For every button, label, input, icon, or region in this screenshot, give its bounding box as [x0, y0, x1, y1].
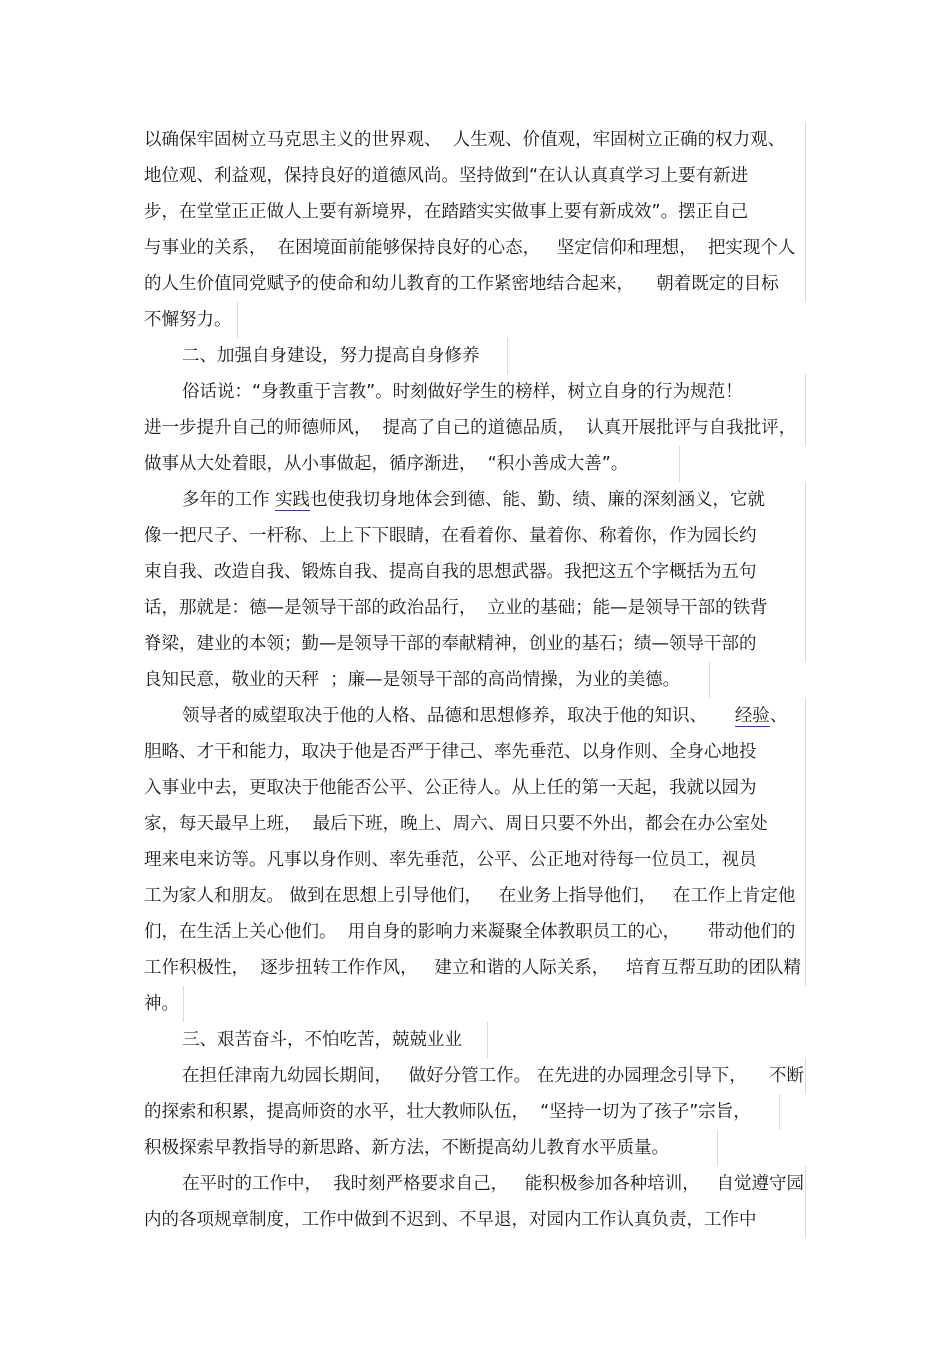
text-line: 工为家人和朋友。 做到在思想上引导他们， 在业务上指导他们， 在工作上肯定他 — [144, 878, 806, 914]
text-line: 胆略、才干和能力，取决于他是否严于律己、率先垂范、以身作则、全身心地投 — [144, 734, 806, 770]
text-line: 话，那就是：德—是领导干部的政治品行， 立业的基础；能—是领导干部的铁背 — [144, 590, 806, 626]
text-line: 不懈努力。 — [144, 302, 238, 338]
text-line: 的探索和积累，提高师资的水平，壮大教师队伍， “坚持一切为了孩子”宗旨， — [144, 1094, 780, 1130]
text-line: 内的各项规章制度，工作中做到不迟到、不早退，对园内工作认真负责，工作中 — [144, 1202, 806, 1238]
text-segment: 领导者的威望取决于他的人格、品德和思想修养，取决于他的知识、 — [182, 706, 735, 726]
text-line: 的人生价值同党赋予的使命和幼儿教育的工作紧密地结合起来， 朝着既定的目标 — [144, 266, 806, 302]
text-line: 家，每天最早上班， 最后下班，晚上、周六、周日只要不外出，都会在办公室处 — [144, 806, 806, 842]
text-line: 以确保牢固树立马克思主义的世界观、 人生观、价值观，牢固树立正确的权力观、 — [144, 122, 806, 158]
text-line: 神。 — [144, 986, 184, 1022]
text-line: 进一步提升自己的师德师风， 提高了自己的道德品质， 认真开展批评与自我批评， — [144, 410, 806, 446]
practice-link[interactable]: 实践 — [275, 490, 311, 510]
text-line: 工作积极性， 逐步扭转工作作风， 建立和谐的人际关系， 培育互帮互助的团队精 — [144, 950, 806, 986]
text-line: 良知民意，敬业的天秤 ；廉—是领导干部的高尚情操，为业的美德。 — [144, 662, 710, 698]
text-line: 在担任津南九幼园长期间， 做好分管工作。 在先进的办园理念引导下， 不断 — [182, 1058, 806, 1094]
text-line — [182, 698, 806, 734]
text-segment: 、 — [769, 706, 788, 726]
text-line: 与事业的关系， 在困境面前能够保持良好的心态， 坚定信仰和理想， 把实现个人 — [144, 230, 806, 266]
text-line: 俗话说：“身教重于言教”。时刻做好学生的榜样，树立自身的行为规范！ — [182, 374, 806, 410]
text-line: 地位观、利益观，保持良好的道德风尚。坚持做到“在认认真真学习上要有新进 — [144, 158, 806, 194]
text-line: 理来电来访等。凡事以身作则、率先垂范，公平、公正地对待每一位员工，视员 — [144, 842, 806, 878]
text-line: 们，在生活上关心他们。 用自身的影响力来凝聚全体教职员工的心， 带动他们的 — [144, 914, 806, 950]
text-line: 积极探索早教指导的新思路、新方法，不断提高幼儿教育水平质量。 — [144, 1130, 718, 1166]
text-line: 入事业中去，更取决于他能否公平、公正待人。从上任的第一天起，我就以园为 — [144, 770, 806, 806]
text-line: 脊梁，建业的本领；勤—是领导干部的奉献精神，创业的基石；绩—领导干部的 — [144, 626, 806, 662]
text-line: 做事从大处着眼，从小事做起，循序渐进， “积小善成大善”。 — [144, 446, 680, 482]
text-segment: 也使我切身地体会到德、能、勤、绩、廉的深刻涵义，它就 — [310, 490, 766, 510]
text-line: 束自我、改造自我、锻炼自我、提高自我的思想武器。我把这五个字概括为五句 — [144, 554, 806, 590]
text-segment: 多年的工作 — [182, 490, 276, 510]
section-heading: 二、加强自身建设，努力提高自身修养 — [182, 338, 508, 374]
text-line: 像一把尺子、一杆称、上上下下眼睛，在看着你、量着你、称着你，作为园长约 — [144, 518, 806, 554]
section-heading: 三、艰苦奋斗，不怕吃苦，兢兢业业 — [182, 1022, 488, 1058]
text-line — [182, 482, 806, 518]
text-line: 在平时的工作中， 我时刻严格要求自己， 能积极参加各种培训， 自觉遵守园 — [182, 1166, 806, 1202]
text-line: 步，在堂堂正正做人上要有新境界，在踏踏实实做事上要有新成效”。摆正自己 — [144, 194, 806, 230]
experience-link[interactable]: 经验 — [734, 706, 770, 726]
